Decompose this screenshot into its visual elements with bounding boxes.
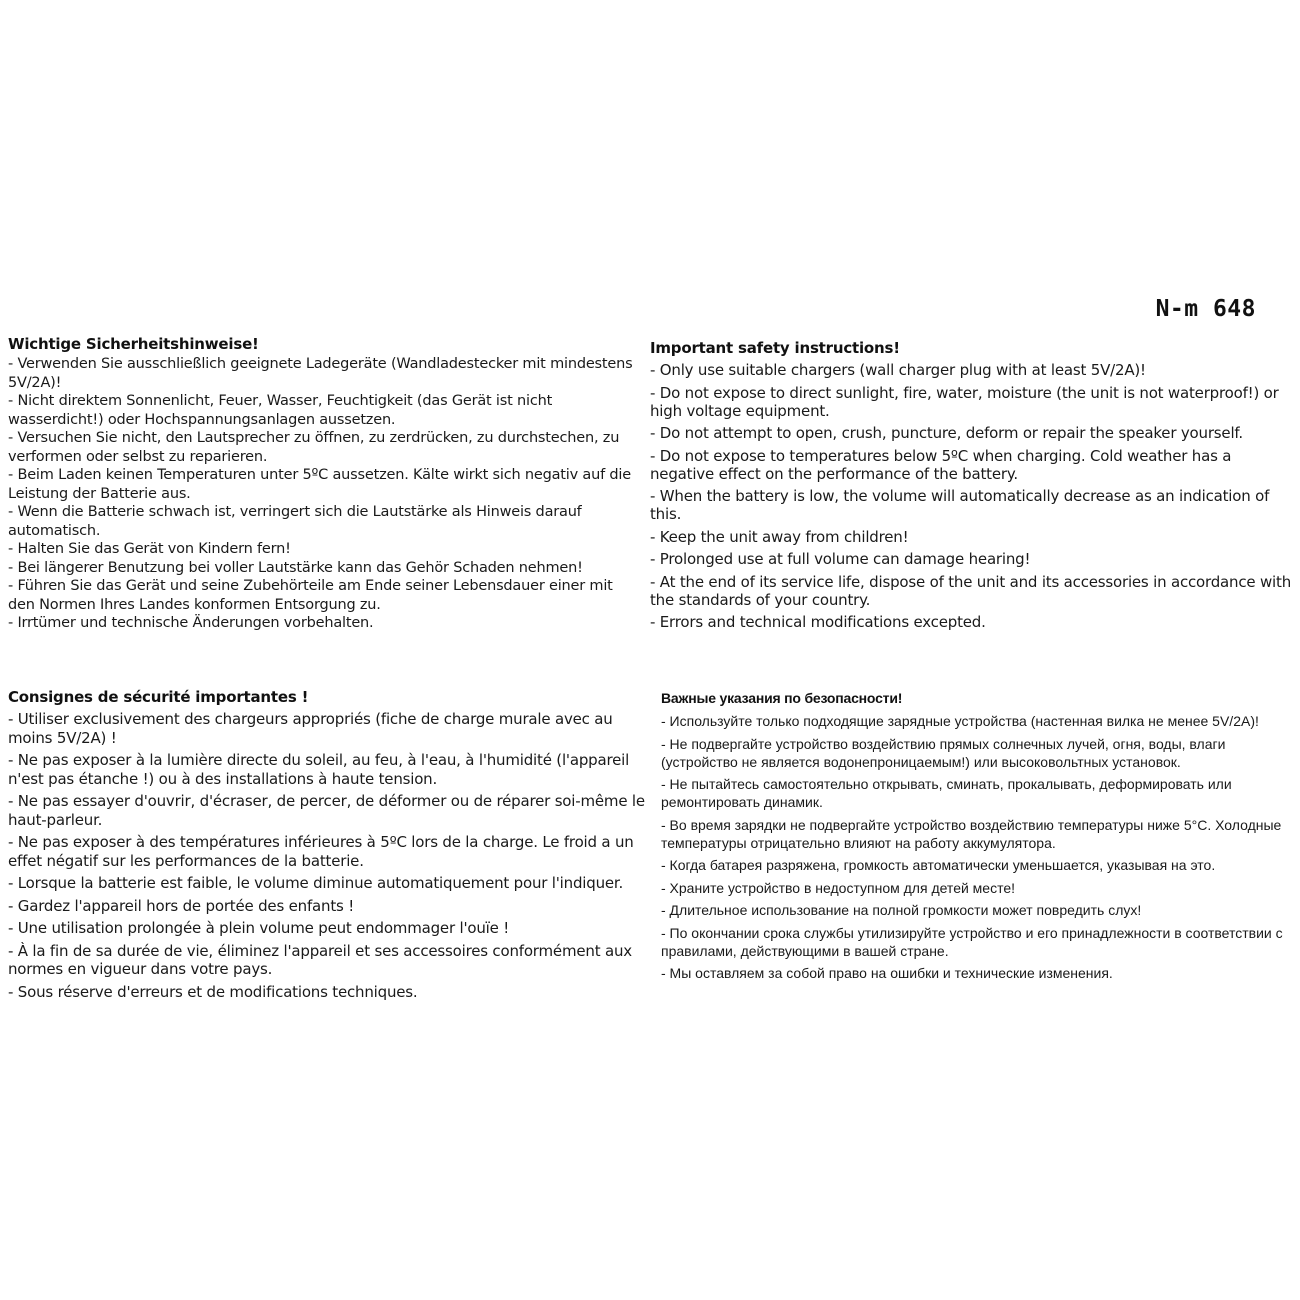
list-item: - Versuchen Sie nicht, den Lautsprecher zu öffnen, zu zerdrücken, zu durchstechen, zu verformen oder selbst zu reparieren.: [8, 430, 620, 465]
list-item: - Do not expose to direct sunlight, fire, water, moisture (the unit is not waterproof!) or high voltage equipment.: [650, 383, 1279, 420]
list-item: - Не пытайтесь самостоятельно открывать, сминать, прокалывать, деформировать или ремонтировать динамик.: [661, 776, 1232, 810]
list-item: - Gardez l'appareil hors de portée des enfants !: [8, 896, 355, 915]
list-item: - Sous réserve d'erreurs et de modifications techniques.: [8, 982, 418, 1001]
list-item: - Мы оставляем за собой право на ошибки и технические изменения.: [661, 965, 1113, 981]
list-item: - Irrtümer und technische Änderungen vorbehalten.: [8, 615, 374, 631]
list-item: - По окончании срока службы утилизируйте устройство и его принадлежности в соответствии с правилами, действующими в вашей стране.: [661, 924, 1283, 959]
list-item: - Halten Sie das Gerät von Kindern fern!: [8, 541, 291, 557]
safety-section-english: [650, 339, 1295, 636]
list-item: - Do not expose to temperatures below 5ºC when charging. Cold weather has a negative effect on the performance of the battery.: [650, 446, 1232, 483]
section-heading: Important safety instructions!: [650, 339, 900, 357]
list-item: - Lorsque la batterie est faible, le volume diminue automatiquement pour l'indiquer.: [8, 874, 624, 892]
safety-list: [650, 361, 1295, 631]
list-item: - Utiliser exclusivement des chargeurs appropriés (fiche de charge murale avec au moins 5V/2A) !: [8, 710, 613, 747]
list-item: - Когда батарея разряжена, громкость автоматически уменьшается, указывая на это.: [661, 857, 1216, 873]
safety-list: [661, 712, 1296, 982]
list-item: - Une utilisation prolongée à plein volume peut endommager l'ouïe !: [8, 919, 510, 937]
list-item: - Ne pas exposer à des températures inférieures à 5ºC lors de la charge. Le froid a un effet négatif sur les performances de la batterie.: [8, 833, 634, 870]
model-number: N-m 648: [1155, 296, 1256, 322]
section-heading: Важные указания по безопасности!: [661, 690, 903, 706]
section-heading: Wichtige Sicherheitshinweise!: [8, 335, 259, 353]
list-item: - When the battery is low, the volume will automatically decrease as an indication of this.: [650, 487, 1270, 523]
safety-section-german: [8, 335, 638, 633]
list-item: - Only use suitable chargers (wall charger plug with at least 5V/2A)!: [650, 361, 1146, 379]
list-item: - Verwenden Sie ausschließlich geeignete Ladegeräte (Wandladestecker mit mindestens 5V/2A)!: [8, 356, 633, 391]
list-item: - At the end of its service life, dispose of the unit and its accessories in accordance with the standards of your country.: [650, 572, 1292, 609]
list-item: - Используйте только подходящие зарядные устройства (настенная вилка не менее 5V/2A)!: [661, 713, 1259, 729]
safety-list: [8, 355, 638, 633]
list-item: - Храните устройство в недоступном для детей месте!: [661, 879, 1016, 896]
list-item: - Beim Laden keinen Temperaturen unter 5ºC aussetzen. Kälte wirkt sich negativ auf die Leistung der Batterie aus.: [8, 467, 631, 502]
list-item: - Во время зарядки не подвергайте устройство воздействию температуры ниже 5°C. Холодные температуры отрицательно влияют на работу аккумулятора.: [661, 816, 1282, 851]
list-item: - Wenn die Batterie schwach ist, verringert sich die Lautstärke als Hinweis darauf automatisch.: [8, 504, 582, 539]
list-item: - Führen Sie das Gerät und seine Zubehörteile am Ende seiner Lebensdauer einer mit den Normen Ihres Landes konformen Entsorgung zu.: [8, 578, 613, 613]
list-item: - Bei längerer Benutzung bei voller Lautstärke kann das Gehör Schaden nehmen!: [8, 559, 583, 576]
section-heading: Consignes de sécurité importantes !: [8, 688, 309, 706]
list-item: - Ne pas exposer à la lumière directe du soleil, au feu, à l'eau, à l'humidité (l'appareil n'est pas étanche !) ou à des installations à haute tension.: [8, 751, 630, 788]
list-item: - Keep the unit away from children!: [650, 527, 909, 546]
list-item: - Errors and technical modifications excepted.: [650, 613, 986, 631]
list-item: - Do not attempt to open, crush, puncture, deform or repair the speaker yourself.: [650, 424, 1243, 442]
list-item: - Не подвергайте устройство воздействию прямых солнечных лучей, огня, воды, влаги (устройство не является водонепроницаемым!) или высоковольтных установок.: [661, 735, 1226, 770]
list-item: - Prolonged use at full volume can damage hearing!: [650, 550, 1031, 568]
list-item: - Длительное использование на полной громкости может повредить слух!: [661, 902, 1142, 918]
list-item: - À la fin de sa durée de vie, éliminez l'appareil et ses accessoires conformément aux normes en vigueur dans votre pays.: [8, 941, 632, 978]
safety-section-french: [8, 688, 653, 1005]
safety-section-russian: [661, 690, 1296, 987]
safety-list: [8, 710, 653, 1001]
list-item: - Nicht direktem Sonnenlicht, Feuer, Wasser, Feuchtigkeit (das Gerät ist nicht wasserdicht!) oder Hochspannungsanlagen aussetzen.: [8, 393, 553, 428]
list-item: - Ne pas essayer d'ouvrir, d'écraser, de percer, de déformer ou de réparer soi-même le haut-parleur.: [8, 792, 645, 829]
